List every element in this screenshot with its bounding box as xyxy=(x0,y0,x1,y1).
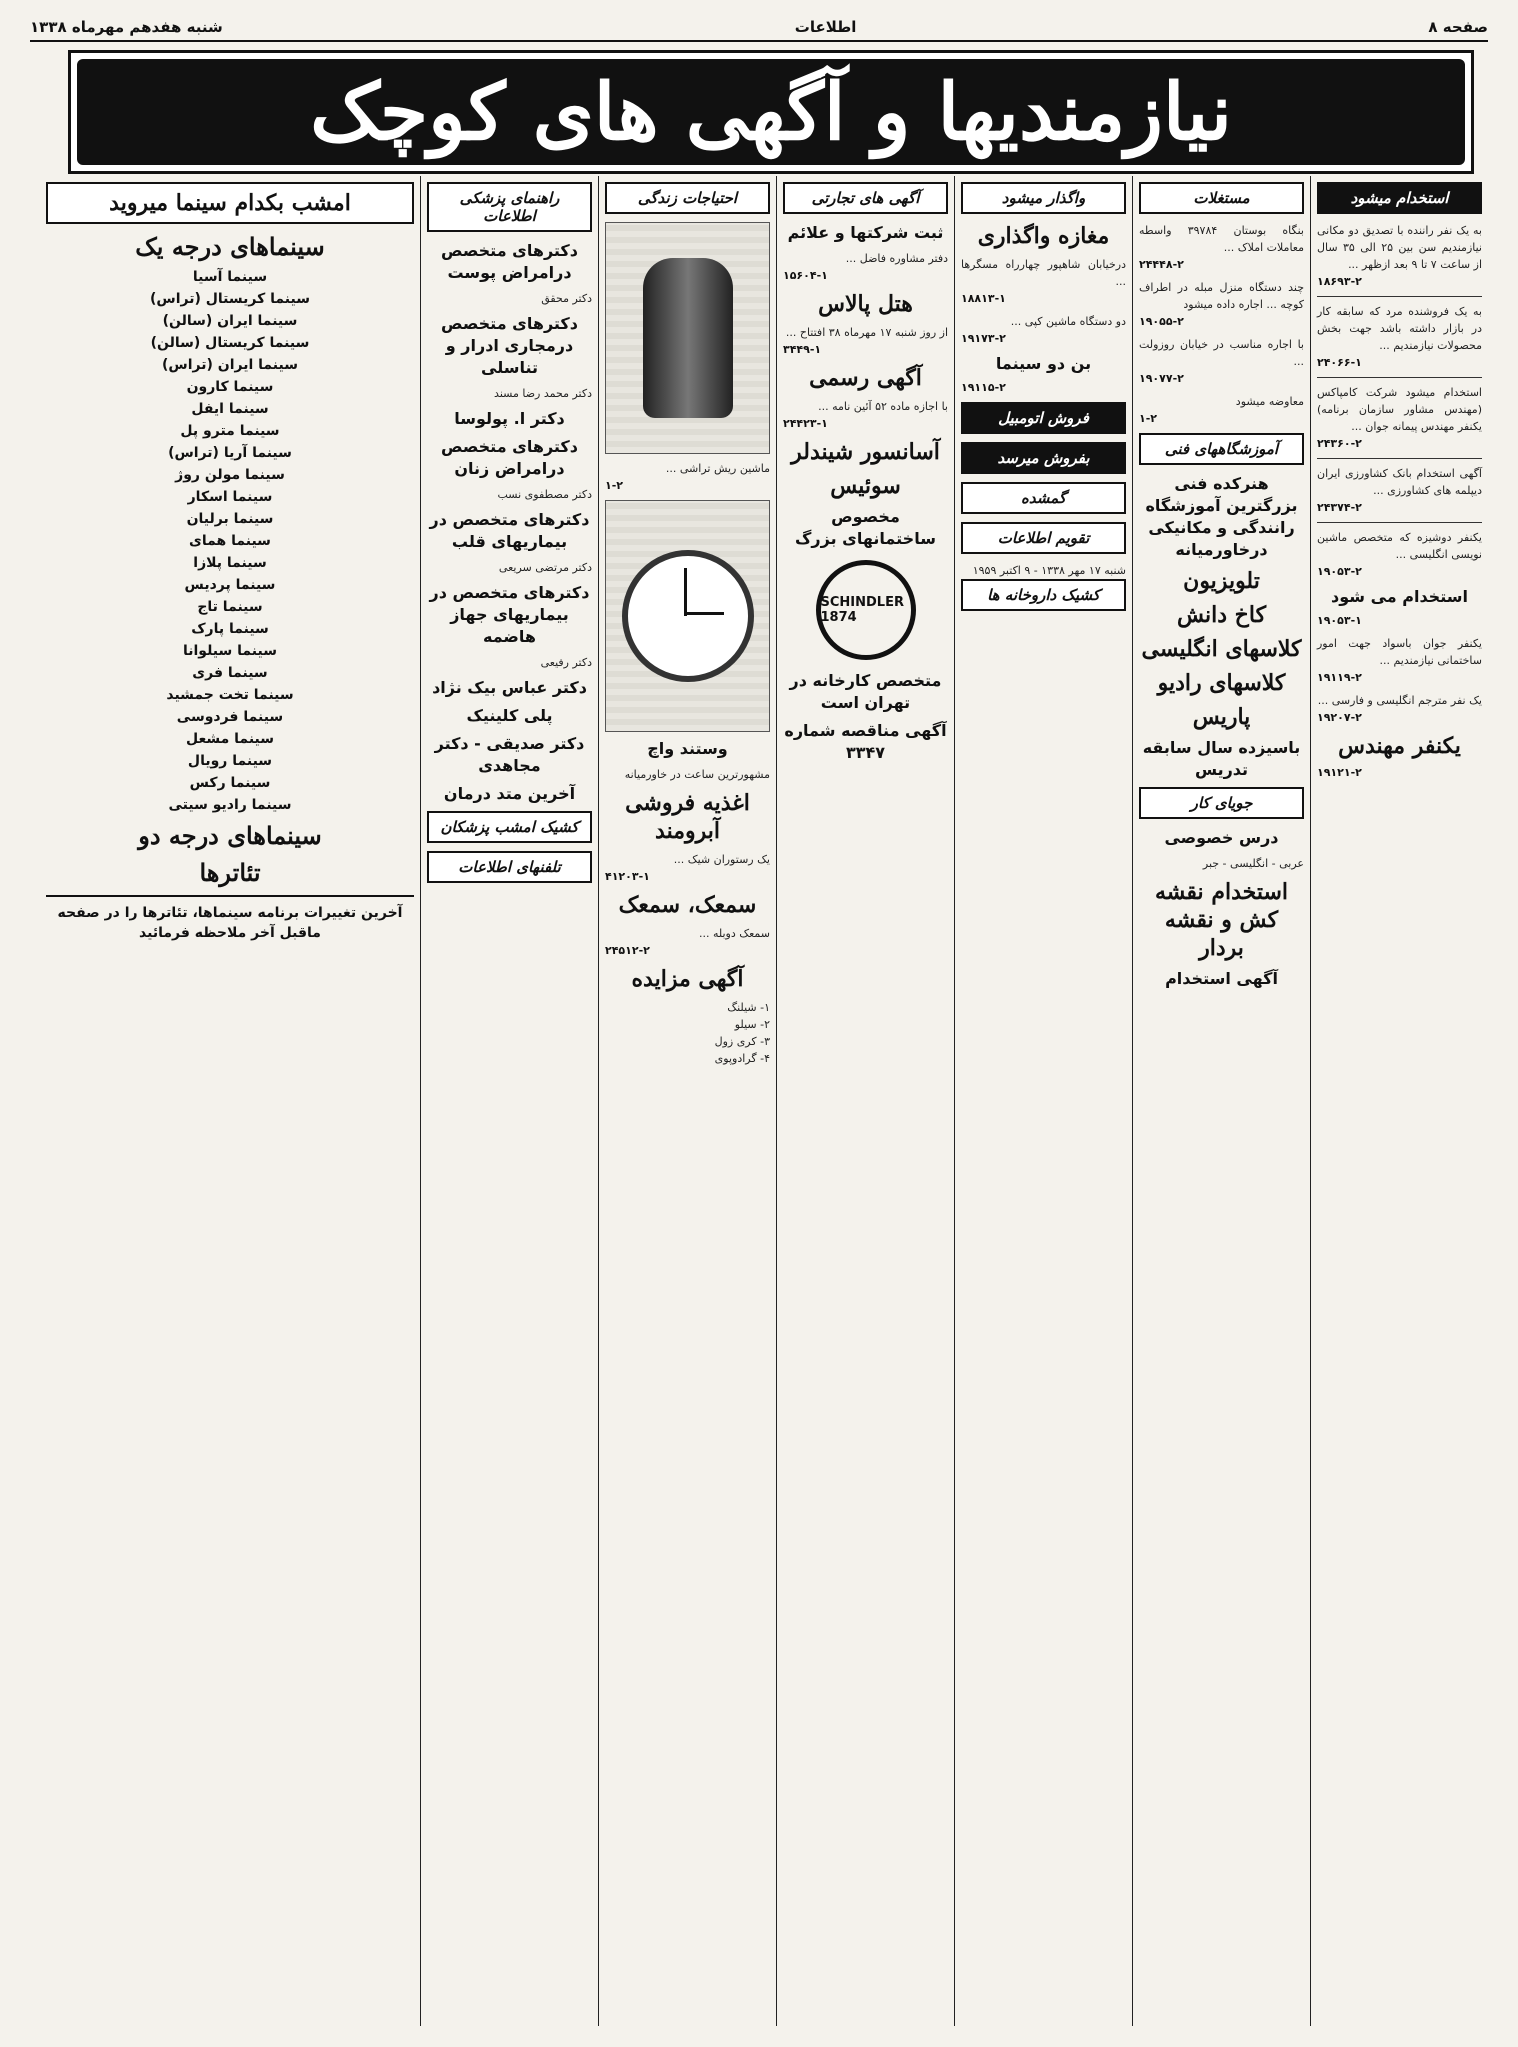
section-heading: تلفنهای اطلاعات xyxy=(427,851,592,883)
ad-text: از روز شنبه ۱۷ مهرماه ۳۸ افتتاح ... xyxy=(785,326,948,339)
ad-text: چند دستگاه منزل مبله در اطراف کوچه ... اجاره داده میشود xyxy=(1139,281,1304,311)
medical-entry: دکتر محقق xyxy=(541,292,592,305)
ad-text: آگهی استخدام بانک کشاورزی ایران دیپلمه های کشاورزی ... xyxy=(1317,467,1482,497)
cinema-name: سینما ایران (سالن) xyxy=(162,313,298,329)
cinema-name: سینما ایفل xyxy=(191,401,269,417)
ad-ref: ۱۸۸۱۳-۱ xyxy=(961,292,1006,305)
ad-text: با اجاره مناسب در خیابان روزولت ... xyxy=(1139,338,1304,368)
ad-ref: ۲۴۴۴۸-۲ xyxy=(1139,258,1184,271)
ad-text: یکنفر جوان باسواد جهت امور ساختمانی نیازمندیم ... xyxy=(1317,637,1482,667)
ad-ref: ۳۴۴۹-۱ xyxy=(783,343,822,356)
cinema-list xyxy=(46,269,414,813)
ad-text: استخدام میشود شرکت کامپاکس (مهندس مشاور سازمان برنامه) یکنفر مهندس پیمانه جوان ... xyxy=(1317,386,1482,433)
column-employment xyxy=(1310,176,1488,2026)
list-item: ۲- سیلو xyxy=(734,1018,770,1031)
divider xyxy=(1317,296,1482,297)
ad-ref: ۱۹۰۵۵-۲ xyxy=(1139,315,1184,328)
ad-ref: ۱۹۱۱۹-۲ xyxy=(1317,671,1362,684)
ad-title: کلاسهای رادیو xyxy=(1157,670,1286,696)
ad-subtitle: متخصص کارخانه در تهران است xyxy=(789,671,942,712)
cinema-name: سینما آسیا xyxy=(192,269,268,285)
theaters-heading: تئاترها xyxy=(199,858,261,887)
cinema-name: سینما مولن روژ xyxy=(175,467,285,483)
ad-text: بنگاه بوستان ۳۹۷۸۴ واسطه معاملات املاک ... xyxy=(1139,224,1304,254)
ad-title: کلاسهای انگلیسی xyxy=(1141,636,1302,662)
divider xyxy=(1317,377,1482,378)
ad-title: سوئیس xyxy=(830,473,901,499)
masthead xyxy=(68,50,1474,174)
cinema-name: سینما تاج xyxy=(197,599,263,615)
ad-title: آسانسور شیندلر xyxy=(791,439,940,465)
top-bar xyxy=(30,14,1488,42)
section-heading: آموزشگاههای فنی xyxy=(1139,433,1304,465)
ad-text: دو دستگاه ماشین کپی ... xyxy=(1010,315,1126,328)
ad-ref: ۱۹۲۰۷-۲ xyxy=(1317,711,1362,724)
cinema-name: سینما رادیو سیتی xyxy=(168,797,292,813)
ad-caption: مشهورترین ساعت در خاورمیانه xyxy=(624,768,770,781)
ad-ref: ۴۱۲۰۳-۱ xyxy=(605,870,650,883)
cinema-name: سینما پلازا xyxy=(193,555,267,571)
section-heading: آگهی های تجارتی xyxy=(783,182,948,214)
ad-text: یک نفر مترجم انگلیسی و فارسی ... xyxy=(1317,694,1482,707)
column-household xyxy=(598,176,776,2026)
section-heading: استخدام میشود xyxy=(1317,182,1482,214)
ad-title: وستند واچ xyxy=(647,739,728,758)
cinema-name: سینما اسکار xyxy=(187,489,273,505)
cinema-name: سینما مترو پل xyxy=(180,423,280,439)
ad-ref: ۱۵۶۰۴-۱ xyxy=(783,269,828,282)
list-item: ۴- گرادوپوی xyxy=(714,1052,770,1065)
section-heading: کشیک امشب پزشکان xyxy=(427,811,592,843)
ad-text: عربی - انگلیسی - جبر xyxy=(1202,857,1304,870)
ad-title: اغذیه فروشی آبرومند xyxy=(625,790,750,844)
shaver-ad-image xyxy=(605,222,770,454)
ad-ref: ۲۴۵۱۲-۲ xyxy=(605,944,650,957)
ad-ref: ۲۴۳۶۰-۲ xyxy=(1317,437,1362,450)
ad-title: استخدام نقشه کش و نقشه بردار xyxy=(1155,879,1288,961)
watch-icon xyxy=(622,550,754,682)
section-heading: تقویم اطلاعات xyxy=(961,522,1126,554)
ad-title: سمعک، سمعک xyxy=(618,892,757,918)
medical-entry: دکتر مصطفوی نسب xyxy=(497,488,592,501)
cinema-name: سینما رویال xyxy=(187,753,273,769)
list-item: ۳- کری زول xyxy=(714,1035,770,1048)
medical-entry: دکتر عباس بیک نژاد xyxy=(432,678,587,697)
ad-subtitle: باسیزده سال سابقه تدریس xyxy=(1142,738,1301,779)
ad-title: آگهی استخدام xyxy=(1165,969,1278,988)
ad-text: ماشین ریش تراشی ... xyxy=(665,462,770,475)
divider xyxy=(1317,458,1482,459)
ad-text: به یک نفر راننده با تصدیق دو مکانی نیازمندیم سن بین ۲۵ الی ۳۵ سال از ساعت ۷ تا ۹ بعد ازظهر ... xyxy=(1317,224,1482,271)
ad-title: آگهی مناقصه شماره ۳۳۴۷ xyxy=(784,721,947,762)
issue-date: شنبه هفدهم مهرماه ۱۳۳۸ xyxy=(30,18,223,36)
ad-subtitle: مخصوص ساختمانهای بزرگ xyxy=(795,507,936,548)
medical-entry: دکتر محمد رضا مسند xyxy=(494,387,592,400)
section-heading: کشیک داروخانه ها xyxy=(961,579,1126,611)
ad-text: یکنفر دوشیزه که متخصص ماشین نویسی انگلیسی ... xyxy=(1317,531,1482,561)
cinema-name: سینما همای xyxy=(189,533,271,549)
column-business xyxy=(776,176,954,2026)
ad-ref: ۱۹۱۱۵-۲ xyxy=(961,381,1006,394)
ad-ref: ۱-۲ xyxy=(1139,412,1157,425)
column-transfers xyxy=(954,176,1132,2026)
cinema-class-heading: سینماهای درجه دو xyxy=(138,821,322,850)
medical-entry: دکترهای متخصص در بیماریهای جهاز هاضمه xyxy=(429,583,590,646)
divider xyxy=(1317,522,1482,523)
ad-text: سمعک دوبله ... xyxy=(698,927,770,940)
ad-ref: ۱-۲ xyxy=(605,479,623,492)
masthead-banner xyxy=(77,59,1465,165)
section-heading: بفروش میرسد xyxy=(961,442,1126,474)
medical-entry: آخرین متد درمان xyxy=(443,784,576,803)
ad-title: تلویزیون xyxy=(1183,568,1260,594)
ad-title: هنرکده فنی بزرگترین آموزشگاه رانندگی و مکانیکی درخاورمیانه xyxy=(1145,474,1298,559)
medical-entry: دکتر صدیقی - دکتر مجاهدی xyxy=(434,734,585,775)
calendar-text: شنبه ۱۷ مهر ۱۳۳۸ - ۹ اکتبر ۱۹۵۹ xyxy=(972,564,1126,577)
ad-ref: ۲۴۳۷۴-۲ xyxy=(1317,501,1362,514)
ad-ref: ۱۹۰۷۷-۲ xyxy=(1139,372,1184,385)
cinema-name: سینما فری xyxy=(192,665,268,681)
section-heading: مستغلات xyxy=(1139,182,1304,214)
ad-ref: ۲۴۰۶۶-۱ xyxy=(1317,356,1362,369)
section-heading: جویای کار xyxy=(1139,787,1304,819)
ad-title: یکنفر مهندس xyxy=(1338,733,1461,759)
cinema-name: سینما مشعل xyxy=(185,731,275,747)
medical-entry: دکترهای متخصص درامراض پوست xyxy=(441,241,578,282)
ad-ref: ۱۹۱۲۱-۲ xyxy=(1317,766,1362,779)
cinema-name: سینما آریا (تراس) xyxy=(168,445,292,461)
cinema-name: سینما پردیس xyxy=(184,577,276,593)
cinema-name: سینما کارون xyxy=(186,379,274,395)
cinema-name: سینما تخت جمشید xyxy=(166,687,294,703)
ad-text: با اجازه ماده ۵۲ آئین نامه ... xyxy=(818,400,948,413)
medical-entry: دکتر ا. پولوسا xyxy=(454,409,565,428)
column-cinema xyxy=(40,176,420,2026)
ad-text: دفتر مشاوره فاضل ... xyxy=(845,252,948,265)
ad-ref: ۲۴۴۲۳-۱ xyxy=(783,417,828,430)
section-heading: واگذار میشود xyxy=(961,182,1126,214)
newspaper-name: اطلاعات xyxy=(794,18,857,36)
cinema-footer-note: آخرین تغییرات برنامه سینماها، تئاترها را در صفحه ماقبل آخر ملاحظه فرمائید xyxy=(46,895,414,943)
ad-title: آگهی رسمی xyxy=(809,365,922,391)
ad-title: کاخ دانش xyxy=(1176,602,1267,628)
columns xyxy=(40,176,1488,2026)
column-medical xyxy=(420,176,598,2026)
masthead-title: نیازمندیها و آگهی های کوچک xyxy=(310,66,1232,158)
ad-title: هتل پالاس xyxy=(818,291,913,317)
ad-text: یک رستوران شیک ... xyxy=(673,853,770,866)
section-heading: گمشده xyxy=(961,482,1126,514)
cinema-name: سینما ایران (تراس) xyxy=(162,357,298,373)
list-item: ۱- شیلنگ xyxy=(727,1001,770,1014)
page-number: صفحه ۸ xyxy=(1428,18,1488,36)
schindler-logo-icon: SCHINDLER 1874 xyxy=(816,560,916,660)
medical-entry: دکترهای متخصص در بیماریهای قلب xyxy=(429,510,590,551)
cinema-name: سینما پارک xyxy=(191,621,269,637)
cinema-banner xyxy=(46,182,414,224)
cinema-name: سینما برلیان xyxy=(186,511,274,527)
ad-title: پاریس xyxy=(1192,704,1251,730)
cinema-title: امشب بکدام سینما میروید xyxy=(109,190,351,216)
ad-title: درس خصوصی xyxy=(1164,828,1279,847)
ad-ref: ۱۹۰۵۳-۲ xyxy=(1317,565,1362,578)
ad-text: درخیابان شاهپور چهارراه مسگرها ... xyxy=(961,258,1126,288)
cinema-name: سینما رکس xyxy=(189,775,271,791)
ad-title: استخدام می شود xyxy=(1331,587,1468,606)
ad-title: مغازه واگذاری xyxy=(977,223,1110,249)
medical-entry: پلی کلینیک xyxy=(466,706,553,725)
medical-entry: دکترهای متخصص درمجاری ادرار و تناسلی xyxy=(441,314,578,377)
medical-entry: دکترهای متخصص درامراض زنان xyxy=(441,437,578,478)
cinema-name: سینما فردوسی xyxy=(176,709,284,725)
ad-title: ثبت شرکتها و علائم xyxy=(787,223,944,242)
ad-title: آگهی مزایده xyxy=(631,966,744,992)
shaver-icon xyxy=(643,258,733,418)
medical-entry: دکتر مرتضی سریعی xyxy=(498,561,592,574)
ad-text: به یک فروشنده مرد که سابقه کار در بازار داشته باشد جهت بخش محصولات نیازمندیم ... xyxy=(1317,305,1482,352)
cinema-name: سینما سیلوانا xyxy=(182,643,277,659)
cinema-class-heading: سینماهای درجه یک xyxy=(135,232,325,261)
ad-ref: ۱۸۶۹۳-۲ xyxy=(1317,275,1362,288)
watch-ad-image xyxy=(605,500,770,732)
section-heading: احتیاجات زندگی xyxy=(605,182,770,214)
section-heading: فروش اتومبیل xyxy=(961,402,1126,434)
ad-text: معاوضه میشود xyxy=(1235,395,1304,408)
column-rentals xyxy=(1132,176,1310,2026)
section-heading: راهنمای پزشکی اطلاعات xyxy=(427,182,592,232)
ad-ref: ۱۹۰۵۳-۱ xyxy=(1317,614,1362,627)
cinema-name: سینما کریستال (تراس) xyxy=(150,291,310,307)
ad-ref: ۱۹۱۷۳-۲ xyxy=(961,332,1006,345)
ad-title: بن دو سینما xyxy=(995,354,1092,373)
cinema-name: سینما کریستال (سالن) xyxy=(150,335,310,351)
medical-entry: دکتر رفیعی xyxy=(540,656,592,669)
